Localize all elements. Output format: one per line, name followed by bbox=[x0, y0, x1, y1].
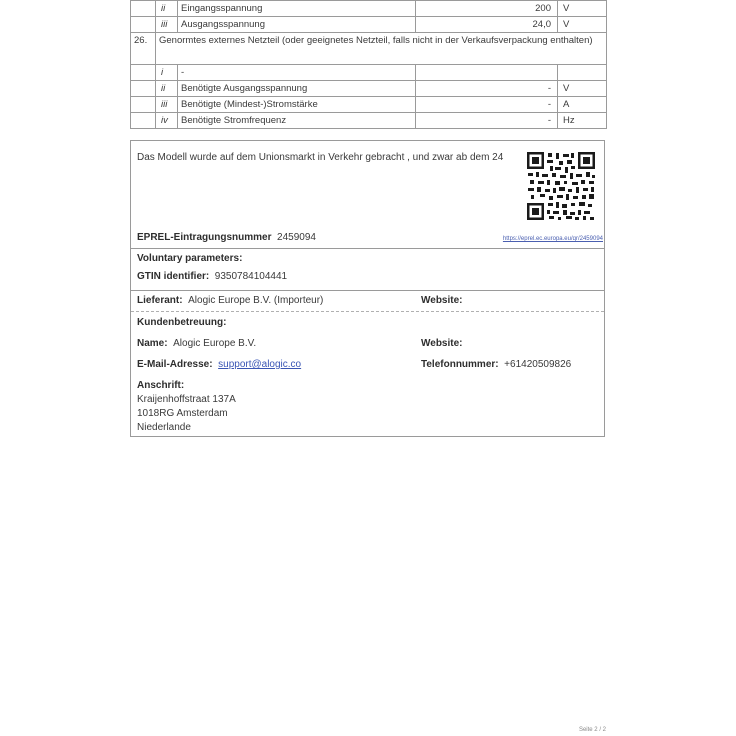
supplier-value: Alogic Europe B.V. (Importeur) bbox=[188, 295, 324, 306]
row-value: 200 bbox=[416, 1, 558, 17]
row-label: Ausgangsspannung bbox=[178, 17, 416, 33]
row-value: - bbox=[416, 97, 558, 113]
gtin-group bbox=[137, 271, 287, 282]
row-value: - bbox=[416, 81, 558, 97]
eprel-number: 2459094 bbox=[277, 232, 316, 243]
table-row bbox=[131, 97, 607, 113]
row-unit: A bbox=[558, 97, 607, 113]
row-roman: iii bbox=[156, 17, 178, 33]
row-roman: i bbox=[156, 65, 178, 81]
table-row bbox=[131, 17, 607, 33]
row-roman: ii bbox=[156, 1, 178, 17]
page-number: Seite 2 / 2 bbox=[578, 727, 606, 733]
row-unit: Hz bbox=[558, 113, 607, 129]
row-value: 24,0 bbox=[416, 17, 558, 33]
table-cell bbox=[131, 17, 156, 33]
table-cell bbox=[131, 65, 156, 81]
address-label: Anschrift: bbox=[137, 380, 185, 391]
table-cell bbox=[131, 113, 156, 129]
info-box bbox=[130, 140, 605, 437]
market-text: Das Modell wurde auf dem Unionsmarkt in Verkehr gebracht , und zwar ab dem 24 bbox=[137, 152, 504, 163]
supplier-label: Lieferant: bbox=[137, 295, 183, 306]
row-unit: V bbox=[558, 81, 607, 97]
row-label: Benötigte Stromfrequenz bbox=[178, 113, 416, 129]
row-roman: iii bbox=[156, 97, 178, 113]
table-cell bbox=[131, 97, 156, 113]
table-row bbox=[131, 81, 607, 97]
service-phone-label: Telefonnummer: bbox=[421, 359, 499, 370]
row-label: Benötigte Ausgangsspannung bbox=[178, 81, 416, 97]
row-roman: iv bbox=[156, 113, 178, 129]
eprel-link[interactable]: https://eprel.ec.europa.eu/qr/2459094 bbox=[502, 236, 603, 242]
divider bbox=[131, 248, 604, 249]
dashed-divider bbox=[131, 311, 604, 312]
address-line: Niederlande bbox=[137, 422, 191, 433]
row-unit: V bbox=[558, 17, 607, 33]
service-website-label: Website: bbox=[421, 338, 463, 349]
address-line: 1018RG Amsterdam bbox=[137, 408, 228, 419]
address-line: Kraijenhoffstraat 137A bbox=[137, 394, 236, 405]
row-label: Eingangsspannung bbox=[178, 1, 416, 17]
row-unit bbox=[558, 65, 607, 81]
table-row bbox=[131, 1, 607, 17]
section-number: 26. bbox=[131, 33, 156, 65]
gtin-value: 9350784104441 bbox=[214, 271, 288, 282]
row-value bbox=[416, 65, 558, 81]
service-name-label: Name: bbox=[137, 338, 168, 349]
service-name-group bbox=[137, 338, 256, 349]
row-label: - bbox=[178, 65, 416, 81]
service-phone-group bbox=[421, 359, 571, 370]
divider bbox=[131, 290, 604, 291]
supplier-website-label: Website: bbox=[421, 295, 463, 306]
service-email-group bbox=[137, 359, 301, 370]
service-email-link[interactable]: support@alogic.co bbox=[218, 359, 302, 370]
table-row bbox=[131, 113, 607, 129]
row-label: Benötigte (Mindest-)Stromstärke bbox=[178, 97, 416, 113]
spec-table bbox=[130, 0, 607, 129]
table-row bbox=[131, 65, 607, 81]
row-value: - bbox=[416, 113, 558, 129]
eprel-label: EPREL-Eintragungsnummer bbox=[137, 232, 272, 243]
supplier-group bbox=[137, 295, 323, 306]
eprel-label-group bbox=[137, 232, 316, 243]
gtin-label: GTIN identifier: bbox=[137, 271, 210, 282]
table-row-section bbox=[131, 33, 607, 65]
row-roman: ii bbox=[156, 81, 178, 97]
section-title: Genormtes externes Netzteil (oder geeignetes Netzteil, falls nicht in der Verkaufsverpackung enthalten) bbox=[156, 33, 607, 65]
row-unit: V bbox=[558, 1, 607, 17]
voluntary-heading: Voluntary parameters: bbox=[137, 253, 243, 264]
service-email-label: E-Mail-Adresse: bbox=[137, 359, 213, 370]
service-heading: Kundenbetreuung: bbox=[137, 317, 227, 328]
service-phone-value: +61420509826 bbox=[504, 359, 572, 370]
table-cell bbox=[131, 81, 156, 97]
qr-code-icon[interactable] bbox=[526, 151, 596, 221]
service-name-value: Alogic Europe B.V. bbox=[173, 338, 257, 349]
table-cell bbox=[131, 1, 156, 17]
